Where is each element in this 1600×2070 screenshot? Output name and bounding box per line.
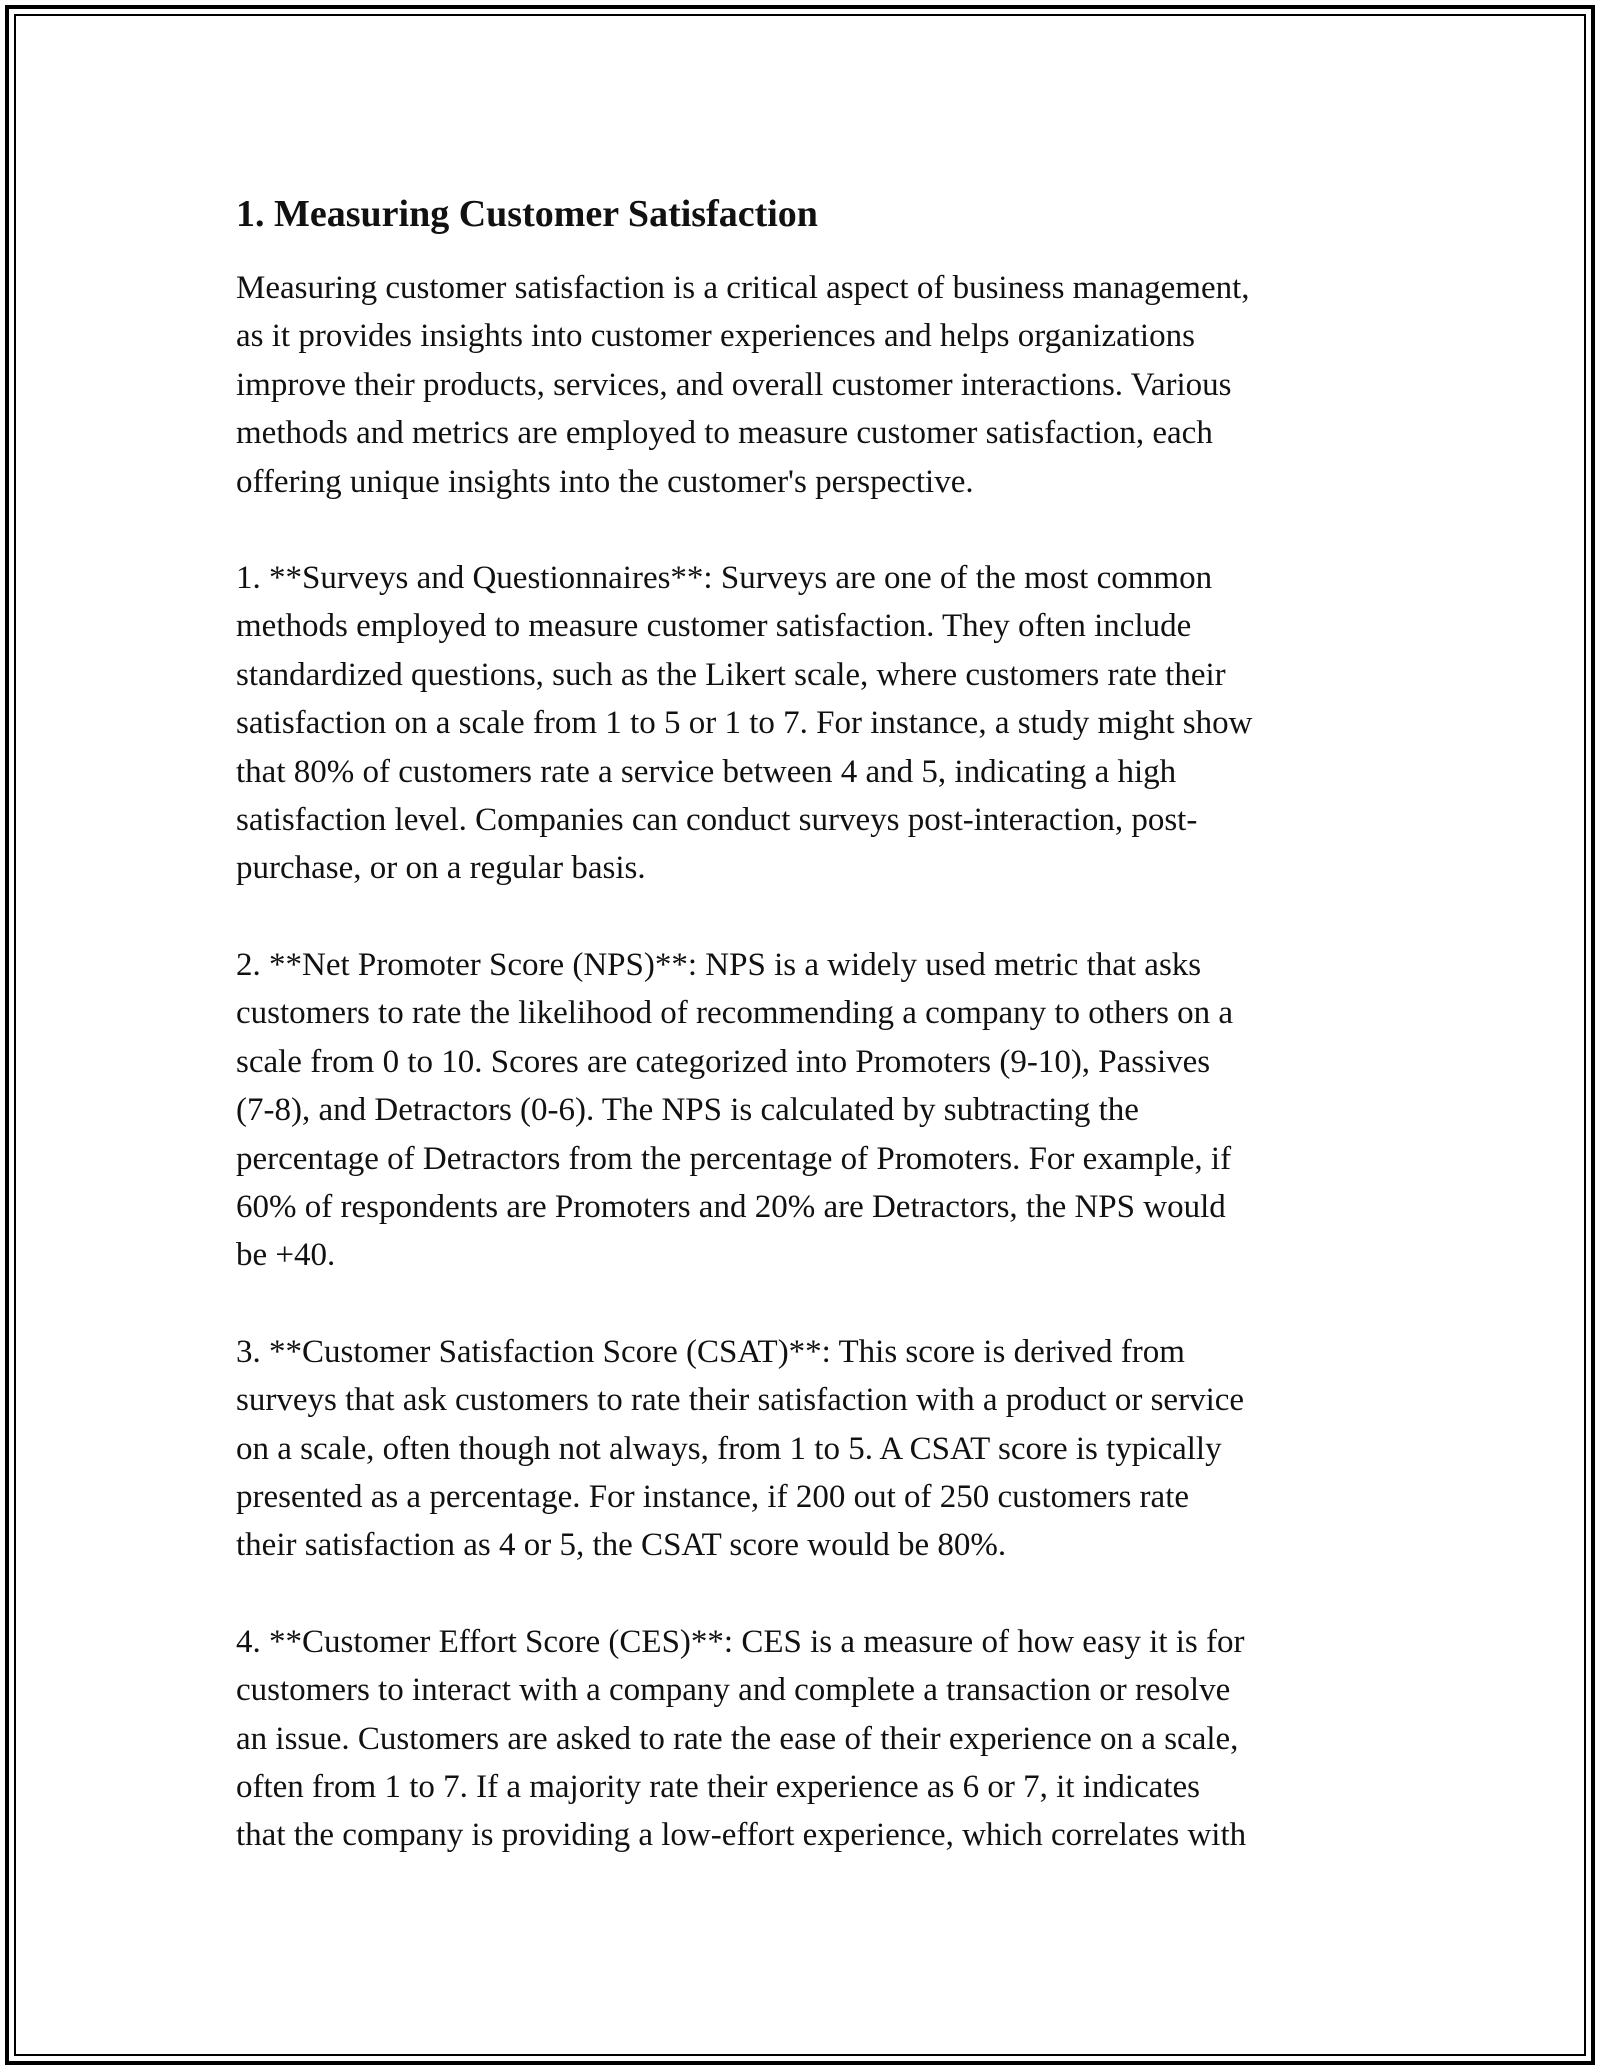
csat-paragraph: 3. **Customer Satisfaction Score (CSAT)**: This score is derived from surveys that ask customers to rate their satisfaction with a product or service on a scale, often though not always, from 1 to 5. A CSAT score is typically presented as a percentage. For instance, if 200 out of 250 customers rate their satisfaction as 4 or 5, the CSAT score would be 80%. — [236, 1333, 1245, 1564]
document-body — [236, 186, 1376, 1908]
intro-paragraph: Measuring customer satisfaction is a critical aspect of business management, as it provides insights into customer experiences and helps organizations improve their products, services, and overall customer interactions. Various methods and metrics are employed to measure customer satisfaction, each offering unique insights into the customer's perspective. — [236, 270, 1250, 500]
surveys-paragraph: 1. **Surveys and Questionnaires**: Surveys are one of the most common methods employed to measure customer satisfaction. They often include standardized questions, such as the Likert scale, where customers rate their satisfaction on a scale from 1 to 5 or 1 to 7. For instance, a study might show that 80% of customers rate a service between 4 and 5, indicating a high satisfaction level. Companies can conduct surveys post-interaction, post- purchase, or on a regular basis. — [236, 560, 1253, 887]
ces-paragraph: 4. **Customer Effort Score (CES)**: CES is a measure of how easy it is for customers to interact with a company and complete a transaction or resolve an issue. Customers are asked to rate the ease of their experience on a scale, often from 1 to 7. If a majority rate their experience as 6 or 7, it indicates that the company is providing a low-effort experience, which correlates with — [236, 1623, 1247, 1854]
section-heading: 1. Measuring Customer Satisfaction — [236, 193, 818, 235]
nps-paragraph: 2. **Net Promoter Score (NPS)**: NPS is a widely used metric that asks customers to rate the likelihood of recommending a company to others on a scale from 0 to 10. Scores are categorized into Promoters (9-10), Passives (7-8), and Detractors (0-6). The NPS is calculated by subtracting the percentage of Detractors from the percentage of Promoters. For example, if 60% of respondents are Promoters and 20% are Detractors, the NPS would be +40. — [236, 946, 1234, 1274]
